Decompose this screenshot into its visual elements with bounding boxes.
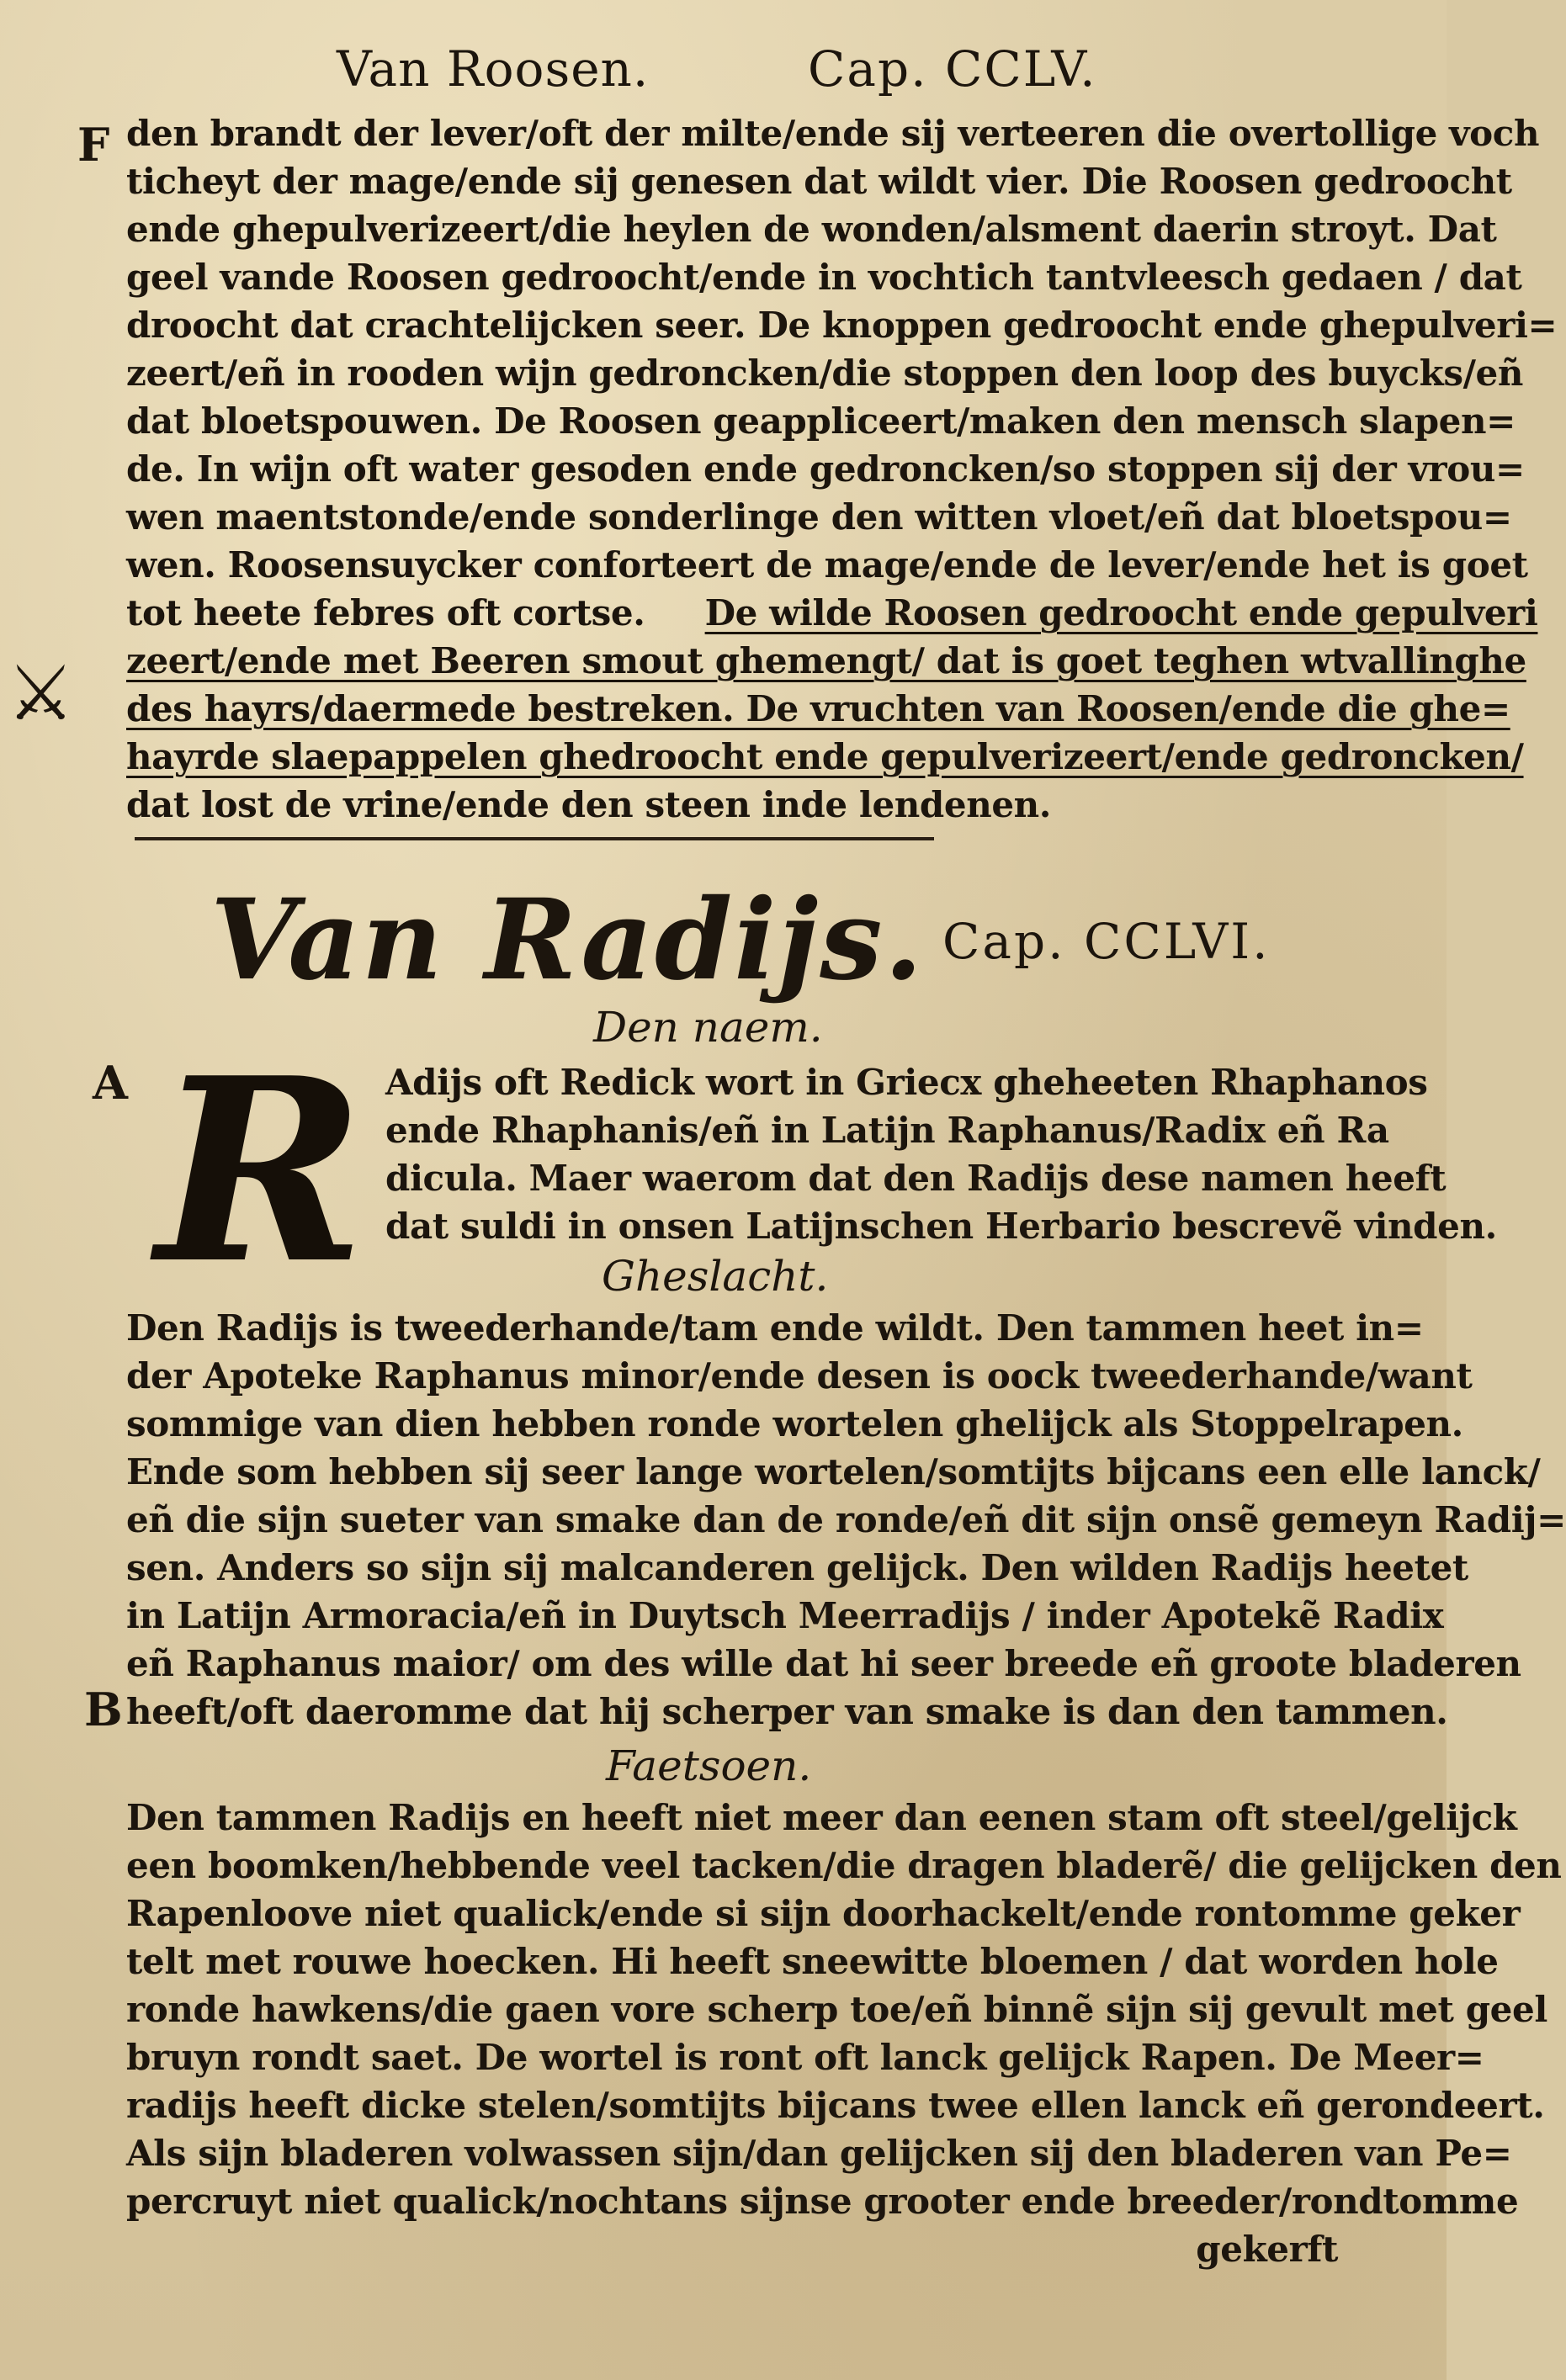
text-line: de. In wijn oft water gesoden ende gedroncken/so stoppen sij der vrou= [126,448,1525,490]
gheslacht-paragraph [126,1304,1566,1736]
text-line: dat bloetspouwen. De Roosen geappliceert/maken den mensch slapen= [126,400,1516,442]
catchword: gekerft [1196,2229,1338,2270]
text-line: Den Radijs is tweederhande/tam ende wildt. Den tammen heet in= [126,1307,1424,1349]
text-line: eñ die sijn sueter van smake dan de ronde/eñ dit sijn onsẽ gemeyn Radij= [126,1499,1566,1540]
text-line: sen. Anders so sijn sij malcanderen gelijck. Den wilden Radijs heetet [126,1547,1468,1588]
text-segment: tot heete febres oft cortse. [126,592,645,633]
text-line: dat suldi in onsen Latijnschen Herbario bescrevẽ vinden. [385,1206,1497,1247]
text-line: der Apoteke Raphanus minor/ende desen is oock tweederhande/want [126,1355,1473,1397]
text-line: Rapenloove niet qualick/ende si sijn doorhackelt/ende rontomme geker [126,1893,1521,1934]
text-line: telt met rouwe hoecken. Hi heeft sneewitte bloemen / dat worden hole [126,1941,1499,1982]
text-line: eñ Raphanus maior/ om des wille dat hi seer breede eñ groote bladeren [126,1643,1521,1684]
text-line: Adijs oft Redick wort in Griecx gheheeten Rhaphanos [385,1062,1428,1103]
text-line: percruyt niet qualick/nochtans sijnse grooter ende breeder/rondtomme [126,2181,1519,2222]
text-line: sommige van dien hebben ronde wortelen ghelijck als Stoppelrapen. [126,1403,1463,1444]
text-line: ende Rhaphanis/eñ in Latijn Raphanus/Radix eñ Ra [385,1110,1389,1151]
ink-underline-rule [135,837,934,840]
margin-cross-mark: ⚔ [7,649,75,738]
underlined-passage: De wilde Roosen gedroocht ende gepulveri [704,592,1538,633]
text-line: droocht dat crachtelijcken seer. De knoppen gedroocht ende ghepulveri= [126,305,1558,346]
text-line: ronde hawkens/die gaen vore scherp toe/eñ binnẽ sijn sij gevult met geel [126,1989,1547,2030]
underlined-line: hayrde slaepappelen ghedroocht ende gepulverizeert/ende gedroncken/ [126,736,1524,777]
text-line: Den tammen Radijs en heeft niet meer dan eenen stam oft steel/gelijck [126,1797,1517,1838]
chapter-title: Van Radijs. [210,875,925,1005]
text-line: geel vande Roosen gedroocht/ende in vochtich tantvleesch gedaen / dat [126,257,1522,298]
text-line: dat lost de vrine/ende den steen inde lendenen. [126,784,1052,825]
text-line: heeft/oft daeromme dat hij scherper van smake is dan den tammen. [126,1691,1448,1732]
running-head: Van Roosen. [337,40,650,98]
text-line: dicula. Maer waerom dat den Radijs dese namen heeft [385,1158,1447,1199]
running-chapter-number: Cap. CCLV. [808,40,1097,98]
text-line: zeert/eñ in rooden wijn gedroncken/die stoppen den loop des buycks/eñ [126,352,1523,394]
text-line: in Latijn Armoracia/eñ in Duytsch Meerradijs / inder Apotekẽ Radix [126,1595,1444,1636]
text-line: wen. Roosensuycker conforteert de mage/ende de lever/ende het is goet [126,544,1528,586]
text-line: den brandt der lever/oft der milte/ende sij verteeren die overtollige voch [126,113,1540,154]
text-line: Ende som hebben sij seer lange wortelen/somtijts bijcans een elle lanck/ [126,1451,1541,1492]
text-line-with-underlined-tail [126,589,1538,637]
text-line: ende ghepulverizeert/die heylen de wonden/alsment daerin stroyt. Dat [126,209,1497,250]
subheading-faetsoen: Faetsoen. [606,1741,812,1790]
subheading-naem: Den naem. [593,1003,823,1052]
subheading-gheslacht: Gheslacht. [602,1252,829,1301]
chapter-number: Cap. CCLVI. [942,913,1271,970]
margin-letter-b: B [84,1683,123,1736]
text-line: Als sijn bladeren volwassen sijn/dan gelijcken sij den bladeren van Pe= [126,2133,1512,2174]
underlined-line: zeert/ende met Beeren smout ghemengt/ dat is goet teghen wtvallinghe [126,640,1526,681]
chapter-255-text [126,109,1558,829]
naem-paragraph [385,1058,1497,1250]
faetsoen-paragraph [126,1794,1562,2273]
text-line: radijs heeft dicke stelen/somtijts bijcans twee ellen lanck eñ gerondeert. [126,2085,1545,2126]
underlined-line: des hayrs/daermede bestreken. De vruchten van Roosen/ende die ghe= [126,688,1510,729]
margin-letter-a: A [93,1056,128,1110]
text-line: ticheyt der mage/ende sij genesen dat wildt vier. Die Roosen gedroocht [126,161,1512,202]
margin-letter-f: F [77,118,110,172]
text-line: wen maentstonde/ende sonderlinge den witten vloet/eñ dat bloetspou= [126,496,1512,538]
text-line: een boomken/hebbende veel tacken/die dragen bladerẽ/ die gelijcken den [126,1845,1562,1886]
text-line: bruyn rondt saet. De wortel is ront oft lanck gelijck Rapen. De Meer= [126,2037,1484,2078]
decorated-initial: R [156,1022,366,1319]
